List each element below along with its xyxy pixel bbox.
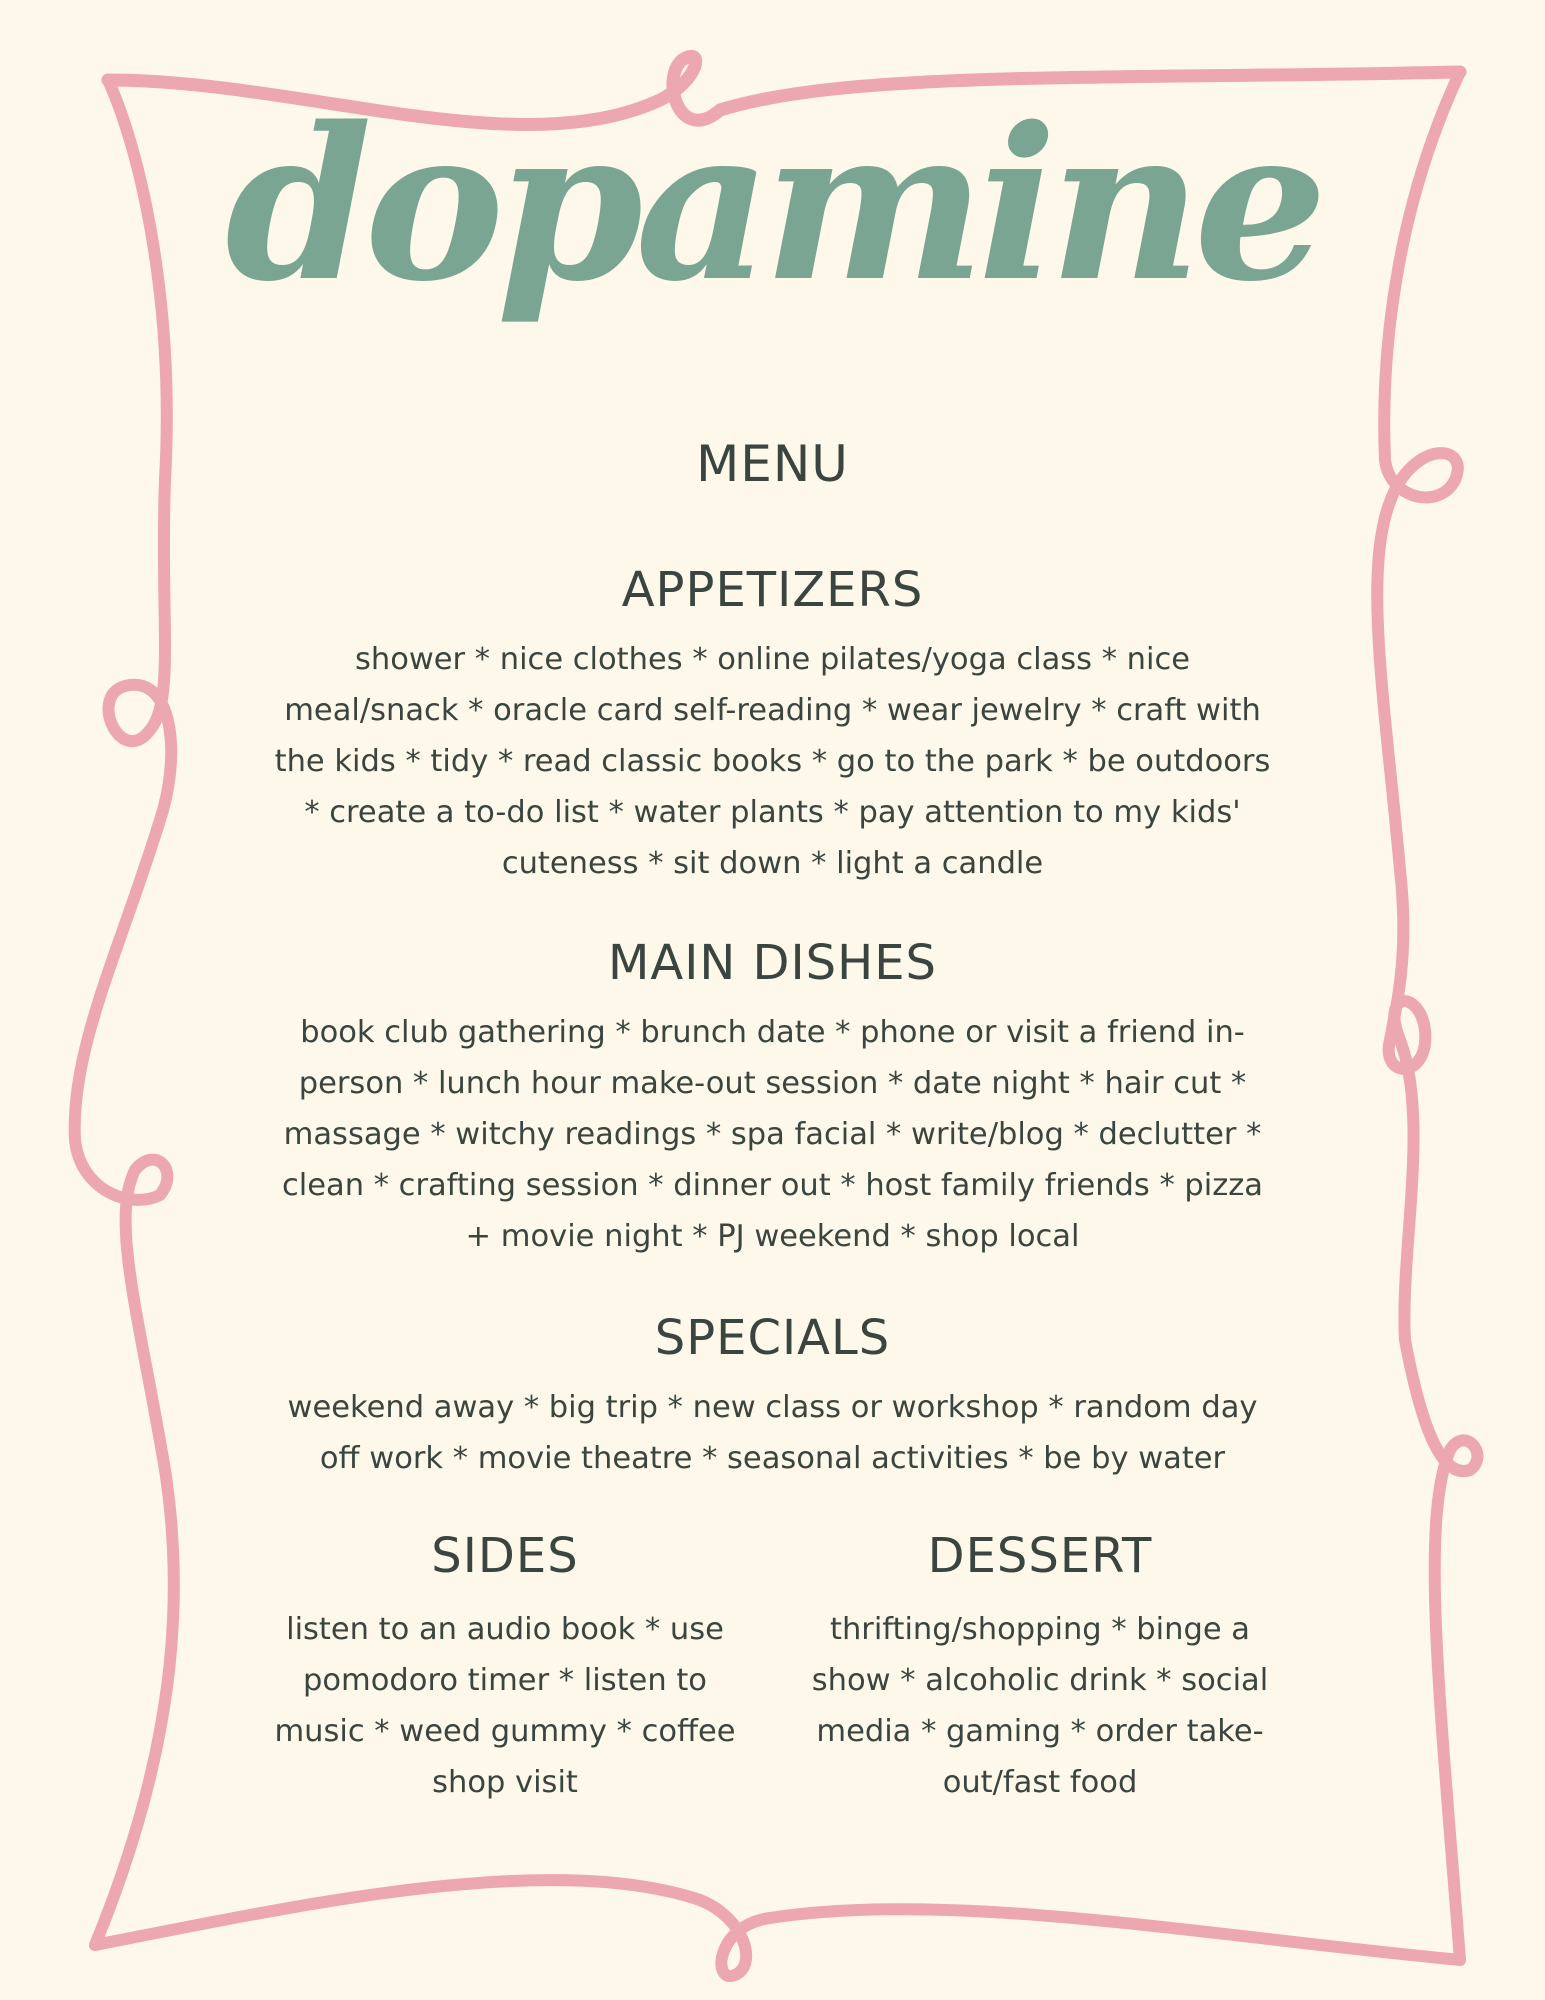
dessert-heading: DESSERT bbox=[927, 1528, 1153, 1584]
specials-heading: SPECIALS bbox=[654, 1310, 891, 1366]
sides-heading: SIDES bbox=[431, 1528, 579, 1584]
appetizers-items: shower * nice clothes * online pilates/yoga class * nice meal/snack * oracle card self-reading * wear jewelry * craft with the kids * tidy * read classic books * go to the park * be outdoors * create a to-do list * water plants * pay attention to my kids' cuteness * sit down * light a candle bbox=[274, 641, 1271, 881]
dessert-items: thrifting/shopping * binge a show * alcoholic drink * social media * gaming * order take-out/fast food bbox=[811, 1611, 1269, 1800]
main-dishes-heading: MAIN DISHES bbox=[607, 935, 938, 991]
appetizers-heading: APPETIZERS bbox=[621, 562, 924, 618]
main-dishes-items: book club gathering * brunch date * phone or visit a friend in-person * lunch hour make-out session * date night * hair cut * massage * witchy readings * spa facial * write/blog * declutter * clean * crafting session * dinner out * host family friends * pizza + movie night * PJ weekend * shop local bbox=[282, 1014, 1263, 1254]
appetizers-section bbox=[270, 562, 1275, 889]
specials-section bbox=[270, 1310, 1275, 1484]
dessert-section bbox=[790, 1528, 1290, 1808]
specials-items: weekend away * big trip * new class or workshop * random day off work * movie theatre * seasonal activities * be by water bbox=[287, 1389, 1258, 1476]
menu-subtitle: MENU bbox=[696, 435, 849, 493]
menu-title: dopamine bbox=[225, 81, 1320, 328]
main-dishes-section bbox=[270, 935, 1275, 1262]
sides-section bbox=[255, 1528, 755, 1808]
sides-items: listen to an audio book * use pomodoro timer * listen to music * weed gummy * coffee shop visit bbox=[274, 1611, 736, 1800]
